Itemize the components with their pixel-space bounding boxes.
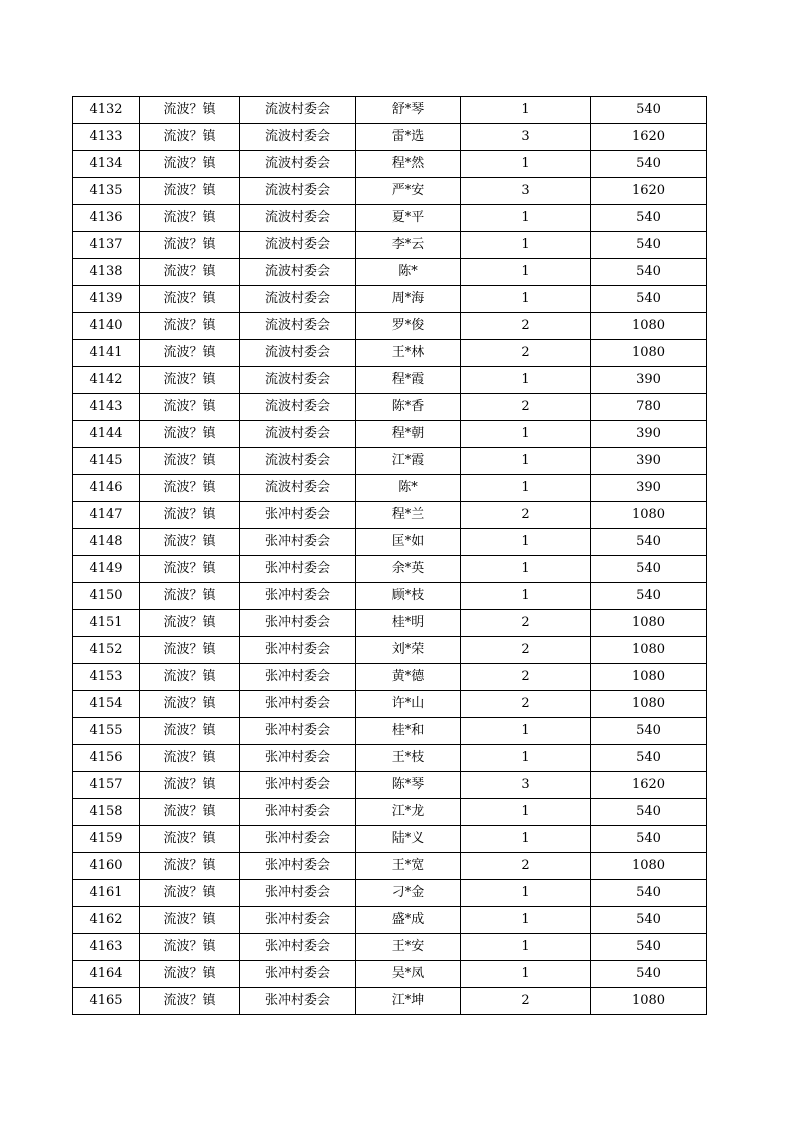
- count-cell: 1: [461, 421, 591, 448]
- name-cell: 周*海: [356, 286, 461, 313]
- name-cell: 程*然: [356, 151, 461, 178]
- name-cell: 王*宽: [356, 853, 461, 880]
- table-row: [73, 124, 707, 151]
- village-cell: 张冲村委会: [240, 745, 356, 772]
- row-id-cell: 4155: [73, 718, 140, 745]
- name-cell: 陈*: [356, 259, 461, 286]
- row-id-cell: 4149: [73, 556, 140, 583]
- table-row: [73, 340, 707, 367]
- name-cell: 严*安: [356, 178, 461, 205]
- row-id-cell: 4148: [73, 529, 140, 556]
- name-cell: 舒*琴: [356, 97, 461, 124]
- count-cell: 2: [461, 637, 591, 664]
- town-cell: 流波？镇: [140, 367, 240, 394]
- amount-cell: 1080: [591, 313, 707, 340]
- village-cell: 流波村委会: [240, 151, 356, 178]
- amount-cell: 1080: [591, 853, 707, 880]
- village-cell: 流波村委会: [240, 421, 356, 448]
- village-cell: 张冲村委会: [240, 718, 356, 745]
- count-cell: 1: [461, 799, 591, 826]
- town-cell: 流波？镇: [140, 313, 240, 340]
- name-cell: 罗*俊: [356, 313, 461, 340]
- amount-cell: 1080: [591, 610, 707, 637]
- town-cell: 流波？镇: [140, 178, 240, 205]
- amount-cell: 1620: [591, 124, 707, 151]
- amount-cell: 1080: [591, 691, 707, 718]
- row-id-cell: 4143: [73, 394, 140, 421]
- town-cell: 流波？镇: [140, 151, 240, 178]
- row-id-cell: 4142: [73, 367, 140, 394]
- name-cell: 匡*如: [356, 529, 461, 556]
- count-cell: 1: [461, 448, 591, 475]
- count-cell: 2: [461, 610, 591, 637]
- table-row: [73, 97, 707, 124]
- amount-cell: 1080: [591, 502, 707, 529]
- amount-cell: 540: [591, 556, 707, 583]
- town-cell: 流波？镇: [140, 448, 240, 475]
- table-row: [73, 178, 707, 205]
- count-cell: 3: [461, 124, 591, 151]
- name-cell: 王*枝: [356, 745, 461, 772]
- village-cell: 张冲村委会: [240, 502, 356, 529]
- amount-cell: 540: [591, 259, 707, 286]
- town-cell: 流波？镇: [140, 529, 240, 556]
- row-id-cell: 4145: [73, 448, 140, 475]
- village-cell: 张冲村委会: [240, 610, 356, 637]
- row-id-cell: 4157: [73, 772, 140, 799]
- name-cell: 程*朝: [356, 421, 461, 448]
- name-cell: 陈*香: [356, 394, 461, 421]
- town-cell: 流波？镇: [140, 961, 240, 988]
- count-cell: 1: [461, 529, 591, 556]
- village-cell: 张冲村委会: [240, 556, 356, 583]
- village-cell: 张冲村委会: [240, 988, 356, 1015]
- name-cell: 许*山: [356, 691, 461, 718]
- count-cell: 1: [461, 907, 591, 934]
- amount-cell: 1080: [591, 637, 707, 664]
- row-id-cell: 4151: [73, 610, 140, 637]
- row-id-cell: 4156: [73, 745, 140, 772]
- town-cell: 流波？镇: [140, 286, 240, 313]
- town-cell: 流波？镇: [140, 394, 240, 421]
- table-row: [73, 475, 707, 502]
- town-cell: 流波？镇: [140, 880, 240, 907]
- table-row: [73, 151, 707, 178]
- amount-cell: 540: [591, 799, 707, 826]
- town-cell: 流波？镇: [140, 637, 240, 664]
- table-row: [73, 610, 707, 637]
- village-cell: 张冲村委会: [240, 529, 356, 556]
- table-row: [73, 718, 707, 745]
- row-id-cell: 4144: [73, 421, 140, 448]
- table-row: [73, 637, 707, 664]
- table-row: [73, 448, 707, 475]
- name-cell: 余*英: [356, 556, 461, 583]
- row-id-cell: 4136: [73, 205, 140, 232]
- row-id-cell: 4165: [73, 988, 140, 1015]
- village-cell: 张冲村委会: [240, 934, 356, 961]
- village-cell: 张冲村委会: [240, 772, 356, 799]
- town-cell: 流波？镇: [140, 664, 240, 691]
- count-cell: 1: [461, 934, 591, 961]
- town-cell: 流波？镇: [140, 799, 240, 826]
- count-cell: 1: [461, 151, 591, 178]
- row-id-cell: 4150: [73, 583, 140, 610]
- village-cell: 流波村委会: [240, 259, 356, 286]
- amount-cell: 540: [591, 232, 707, 259]
- village-cell: 流波村委会: [240, 340, 356, 367]
- row-id-cell: 4132: [73, 97, 140, 124]
- town-cell: 流波？镇: [140, 259, 240, 286]
- amount-cell: 1080: [591, 988, 707, 1015]
- table-row: [73, 259, 707, 286]
- count-cell: 1: [461, 232, 591, 259]
- row-id-cell: 4160: [73, 853, 140, 880]
- name-cell: 陆*义: [356, 826, 461, 853]
- table-row: [73, 664, 707, 691]
- town-cell: 流波？镇: [140, 826, 240, 853]
- village-cell: 流波村委会: [240, 286, 356, 313]
- village-cell: 流波村委会: [240, 205, 356, 232]
- row-id-cell: 4134: [73, 151, 140, 178]
- table-row: [73, 394, 707, 421]
- count-cell: 1: [461, 259, 591, 286]
- village-cell: 张冲村委会: [240, 664, 356, 691]
- amount-cell: 540: [591, 934, 707, 961]
- village-cell: 张冲村委会: [240, 799, 356, 826]
- town-cell: 流波？镇: [140, 853, 240, 880]
- amount-cell: 390: [591, 448, 707, 475]
- town-cell: 流波？镇: [140, 691, 240, 718]
- table-row: [73, 772, 707, 799]
- town-cell: 流波？镇: [140, 340, 240, 367]
- table-row: [73, 988, 707, 1015]
- table-row: [73, 583, 707, 610]
- row-id-cell: 4164: [73, 961, 140, 988]
- row-id-cell: 4161: [73, 880, 140, 907]
- table-row: [73, 880, 707, 907]
- amount-cell: 540: [591, 826, 707, 853]
- town-cell: 流波？镇: [140, 205, 240, 232]
- name-cell: 程*霞: [356, 367, 461, 394]
- village-cell: 张冲村委会: [240, 961, 356, 988]
- village-cell: 张冲村委会: [240, 880, 356, 907]
- name-cell: 江*霞: [356, 448, 461, 475]
- name-cell: 王*安: [356, 934, 461, 961]
- amount-cell: 540: [591, 880, 707, 907]
- town-cell: 流波？镇: [140, 124, 240, 151]
- village-cell: 张冲村委会: [240, 637, 356, 664]
- table-row: [73, 313, 707, 340]
- village-cell: 张冲村委会: [240, 583, 356, 610]
- town-cell: 流波？镇: [140, 907, 240, 934]
- table-row: [73, 826, 707, 853]
- village-cell: 张冲村委会: [240, 853, 356, 880]
- town-cell: 流波？镇: [140, 475, 240, 502]
- table-row: [73, 799, 707, 826]
- row-id-cell: 4140: [73, 313, 140, 340]
- table-row: [73, 286, 707, 313]
- count-cell: 1: [461, 556, 591, 583]
- name-cell: 盛*成: [356, 907, 461, 934]
- table-row: [73, 232, 707, 259]
- table-row: [73, 934, 707, 961]
- count-cell: 1: [461, 97, 591, 124]
- row-id-cell: 4163: [73, 934, 140, 961]
- village-cell: 流波村委会: [240, 232, 356, 259]
- name-cell: 程*兰: [356, 502, 461, 529]
- table-row: [73, 745, 707, 772]
- village-cell: 流波村委会: [240, 448, 356, 475]
- amount-cell: 540: [591, 205, 707, 232]
- amount-cell: 540: [591, 151, 707, 178]
- count-cell: 1: [461, 961, 591, 988]
- amount-cell: 1080: [591, 664, 707, 691]
- count-cell: 3: [461, 178, 591, 205]
- row-id-cell: 4152: [73, 637, 140, 664]
- village-cell: 张冲村委会: [240, 907, 356, 934]
- count-cell: 2: [461, 313, 591, 340]
- village-cell: 张冲村委会: [240, 826, 356, 853]
- town-cell: 流波？镇: [140, 610, 240, 637]
- count-cell: 2: [461, 340, 591, 367]
- town-cell: 流波？镇: [140, 745, 240, 772]
- row-id-cell: 4154: [73, 691, 140, 718]
- name-cell: 夏*平: [356, 205, 461, 232]
- row-id-cell: 4138: [73, 259, 140, 286]
- count-cell: 2: [461, 664, 591, 691]
- row-id-cell: 4162: [73, 907, 140, 934]
- town-cell: 流波？镇: [140, 772, 240, 799]
- row-id-cell: 4137: [73, 232, 140, 259]
- village-cell: 流波村委会: [240, 394, 356, 421]
- table-row: [73, 853, 707, 880]
- count-cell: 1: [461, 475, 591, 502]
- village-cell: 流波村委会: [240, 178, 356, 205]
- town-cell: 流波？镇: [140, 421, 240, 448]
- amount-cell: 390: [591, 475, 707, 502]
- count-cell: 1: [461, 367, 591, 394]
- count-cell: 2: [461, 502, 591, 529]
- count-cell: 1: [461, 583, 591, 610]
- name-cell: 雷*选: [356, 124, 461, 151]
- town-cell: 流波？镇: [140, 97, 240, 124]
- row-id-cell: 4147: [73, 502, 140, 529]
- row-id-cell: 4159: [73, 826, 140, 853]
- row-id-cell: 4133: [73, 124, 140, 151]
- table-row: [73, 961, 707, 988]
- count-cell: 3: [461, 772, 591, 799]
- table-row: [73, 502, 707, 529]
- amount-cell: 540: [591, 529, 707, 556]
- row-id-cell: 4139: [73, 286, 140, 313]
- amount-cell: 540: [591, 583, 707, 610]
- row-id-cell: 4158: [73, 799, 140, 826]
- count-cell: 1: [461, 286, 591, 313]
- table-row: [73, 556, 707, 583]
- row-id-cell: 4135: [73, 178, 140, 205]
- name-cell: 王*林: [356, 340, 461, 367]
- village-cell: 流波村委会: [240, 475, 356, 502]
- row-id-cell: 4153: [73, 664, 140, 691]
- name-cell: 江*龙: [356, 799, 461, 826]
- name-cell: 黄*德: [356, 664, 461, 691]
- count-cell: 2: [461, 988, 591, 1015]
- amount-cell: 1620: [591, 772, 707, 799]
- amount-cell: 780: [591, 394, 707, 421]
- town-cell: 流波？镇: [140, 502, 240, 529]
- village-cell: 流波村委会: [240, 313, 356, 340]
- count-cell: 2: [461, 853, 591, 880]
- town-cell: 流波？镇: [140, 718, 240, 745]
- row-id-cell: 4141: [73, 340, 140, 367]
- name-cell: 刁*金: [356, 880, 461, 907]
- name-cell: 桂*明: [356, 610, 461, 637]
- amount-cell: 390: [591, 367, 707, 394]
- town-cell: 流波？镇: [140, 556, 240, 583]
- roster-body: [73, 97, 707, 1015]
- name-cell: 江*坤: [356, 988, 461, 1015]
- name-cell: 刘*荣: [356, 637, 461, 664]
- village-cell: 流波村委会: [240, 97, 356, 124]
- village-cell: 张冲村委会: [240, 691, 356, 718]
- table-row: [73, 421, 707, 448]
- amount-cell: 540: [591, 286, 707, 313]
- row-id-cell: 4146: [73, 475, 140, 502]
- count-cell: 1: [461, 745, 591, 772]
- name-cell: 吴*凤: [356, 961, 461, 988]
- count-cell: 1: [461, 718, 591, 745]
- count-cell: 1: [461, 205, 591, 232]
- amount-cell: 1080: [591, 340, 707, 367]
- name-cell: 陈*琴: [356, 772, 461, 799]
- village-cell: 流波村委会: [240, 124, 356, 151]
- table-row: [73, 907, 707, 934]
- table-row: [73, 529, 707, 556]
- amount-cell: 540: [591, 97, 707, 124]
- amount-cell: 540: [591, 961, 707, 988]
- town-cell: 流波？镇: [140, 988, 240, 1015]
- town-cell: 流波？镇: [140, 232, 240, 259]
- count-cell: 1: [461, 880, 591, 907]
- roster-table: [72, 96, 707, 1015]
- table-row: [73, 205, 707, 232]
- count-cell: 2: [461, 691, 591, 718]
- amount-cell: 390: [591, 421, 707, 448]
- amount-cell: 540: [591, 718, 707, 745]
- name-cell: 顾*枝: [356, 583, 461, 610]
- table-row: [73, 367, 707, 394]
- amount-cell: 540: [591, 907, 707, 934]
- village-cell: 流波村委会: [240, 367, 356, 394]
- name-cell: 桂*和: [356, 718, 461, 745]
- amount-cell: 1620: [591, 178, 707, 205]
- name-cell: 陈*: [356, 475, 461, 502]
- amount-cell: 540: [591, 745, 707, 772]
- table-row: [73, 691, 707, 718]
- count-cell: 1: [461, 826, 591, 853]
- count-cell: 2: [461, 394, 591, 421]
- town-cell: 流波？镇: [140, 934, 240, 961]
- name-cell: 李*云: [356, 232, 461, 259]
- town-cell: 流波？镇: [140, 583, 240, 610]
